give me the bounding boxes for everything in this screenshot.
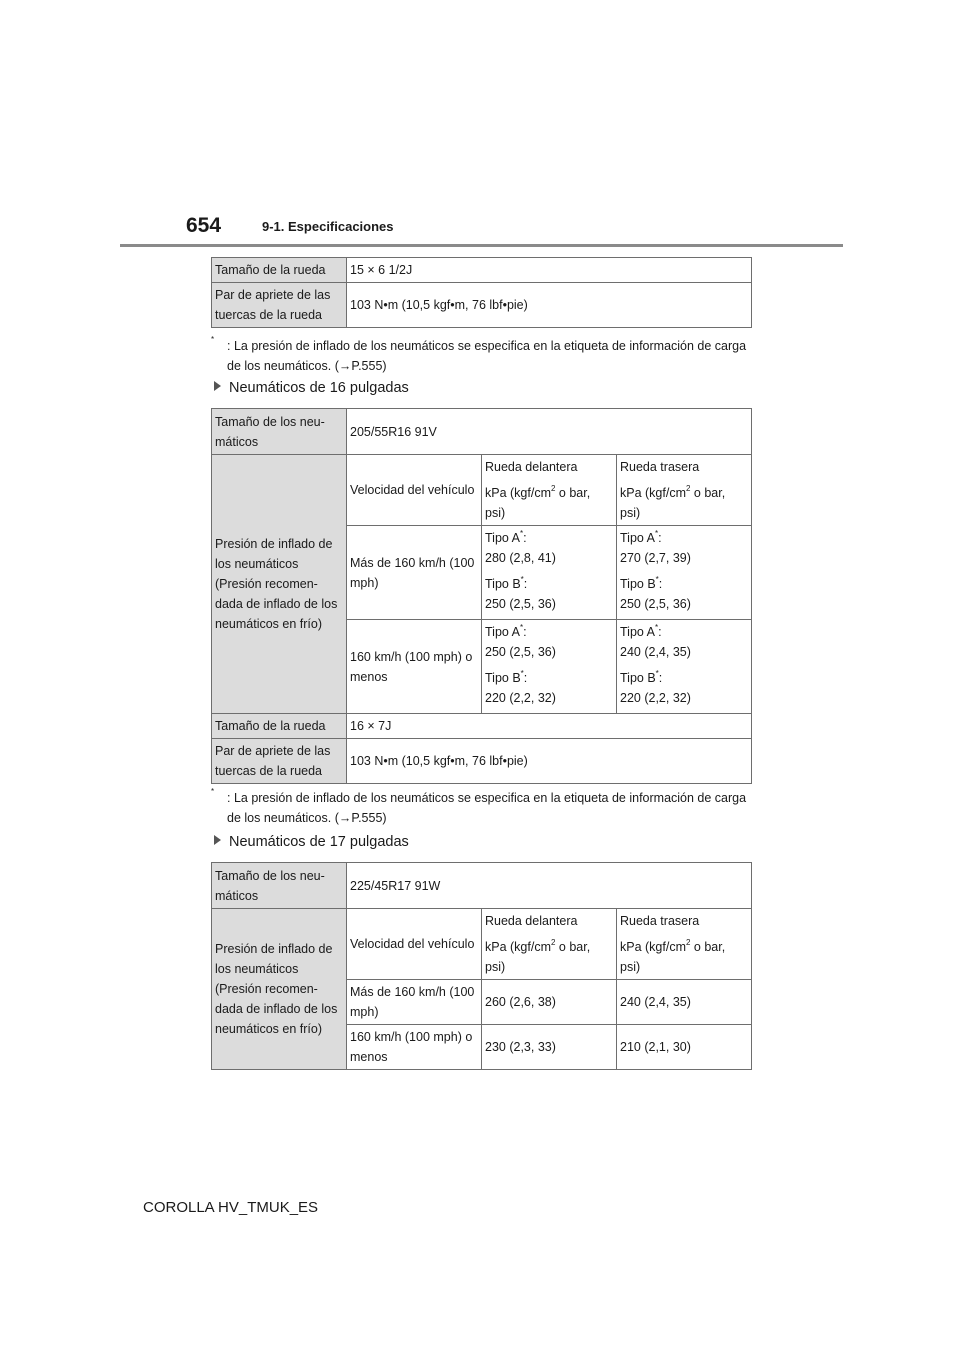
speed-cell: 160 km/h (100 mph) o menos [347, 620, 482, 714]
front-pressure-cell [482, 620, 617, 714]
heading-17-text: Neumáticos de 17 pulgadas [229, 834, 409, 850]
type-star: * [655, 668, 659, 678]
front-header [482, 909, 617, 980]
speed-header: Velocidad del vehículo [347, 909, 482, 980]
front-header-unit [485, 483, 613, 523]
heading-17 [214, 834, 409, 850]
type-b: Tipo B*: 250 (2,5, 36) [485, 574, 556, 611]
speed-cell: Más de 160 km/h (100 mph) [347, 980, 482, 1025]
tire-size-value: 205/55R16 91V [347, 409, 752, 455]
front-header-title: Rueda delantera [485, 460, 578, 474]
type-value: 270 (2,7, 39) [620, 551, 691, 565]
wheel-size-value: 15 × 6 1/2J [347, 258, 752, 283]
wheel-size-label: Tamaño de la rueda [212, 258, 347, 283]
unit-sup: 2 [686, 483, 691, 493]
pressure-label: Presión de inflado de los neumáticos (Presión recomen-dada de inflado de los neumáticos en frío) [212, 909, 347, 1070]
table-row [212, 283, 752, 328]
table-row [212, 714, 752, 739]
footnote-text: : La presión de inflado de los neumáticos se especifica en la etiqueta de información de carga de los neumáticos. (→P.555) [227, 791, 747, 825]
unit-sup: 2 [551, 483, 556, 493]
type-value: 280 (2,8, 41) [485, 551, 556, 565]
triangle-bullet-icon [214, 381, 221, 391]
type-star: * [520, 574, 524, 584]
rear-pressure-cell [617, 620, 752, 714]
type-value: 240 (2,4, 35) [620, 645, 691, 659]
type-a: Tipo A*: 240 (2,4, 35) [620, 622, 691, 659]
pressure-label: Presión de inflado de los neumáticos (Presión recomen-dada de inflado de los neumáticos en frío) [212, 455, 347, 714]
torque-value: 103 N•m (10,5 kgf•m, 76 lbf•pie) [347, 283, 752, 328]
type-a: Tipo A*: 280 (2,8, 41) [485, 528, 556, 565]
table-row [212, 258, 752, 283]
rear-header [617, 455, 752, 526]
unit-tail: o bar, psi) [485, 486, 591, 520]
rear-pressure-cell [617, 526, 752, 620]
torque-value: 103 N•m (10,5 kgf•m, 76 lbf•pie) [347, 739, 752, 784]
tire-size-value: 225/45R17 91W [347, 863, 752, 909]
rear-header-title: Rueda trasera [620, 460, 700, 474]
type-label: Tipo A [620, 625, 655, 639]
type-label: Tipo A [485, 531, 520, 545]
unit-sup: 2 [551, 937, 556, 947]
type-star: * [520, 668, 524, 678]
type-label: Tipo B [620, 671, 656, 685]
type-label: Tipo A [620, 531, 655, 545]
heading-16-text: Neumáticos de 16 pulgadas [229, 380, 409, 396]
wheel-size-label: Tamaño de la rueda [212, 714, 347, 739]
front-pressure-cell [482, 526, 617, 620]
type-b: Tipo B*: 250 (2,5, 36) [620, 574, 691, 611]
wheel-size-value: 16 × 7J [347, 714, 752, 739]
front-pressure-cell: 260 (2,6, 38) [482, 980, 617, 1025]
unit-text: kPa (kgf/cm [620, 940, 686, 954]
heading-16 [214, 380, 409, 396]
type-b: Tipo B*: 220 (2,2, 32) [620, 668, 691, 705]
footnote [211, 336, 751, 376]
type-star: * [519, 622, 524, 632]
unit-tail: o bar, psi) [620, 940, 726, 974]
type-star: * [519, 528, 524, 538]
rear-header-unit [620, 483, 748, 523]
triangle-bullet-icon [214, 835, 221, 845]
footnote-mark: * [211, 787, 215, 796]
speed-cell: Más de 160 km/h (100 mph) [347, 526, 482, 620]
speed-header: Velocidad del vehículo [347, 455, 482, 526]
unit-text: kPa (kgf/cm [620, 486, 686, 500]
unit-tail: o bar, psi) [620, 486, 726, 520]
type-value: 250 (2,5, 36) [620, 597, 691, 611]
torque-label: Par de apriete de las tuercas de la rueda [212, 739, 347, 784]
front-header [482, 455, 617, 526]
table-row [212, 909, 752, 980]
footnote [211, 788, 751, 828]
type-b: Tipo B*: 220 (2,2, 32) [485, 668, 556, 705]
type-value: 250 (2,5, 36) [485, 645, 556, 659]
type-star: * [654, 528, 659, 538]
speed-cell: 160 km/h (100 mph) o menos [347, 1025, 482, 1070]
torque-label: Par de apriete de las tuercas de la rueda [212, 283, 347, 328]
type-value: 220 (2,2, 32) [485, 691, 556, 705]
table-row [212, 863, 752, 909]
unit-sup: 2 [686, 937, 691, 947]
type-value: 220 (2,2, 32) [620, 691, 691, 705]
footnote-text: : La presión de inflado de los neumáticos se especifica en la etiqueta de información de carga de los neumáticos. (→P.555) [227, 339, 747, 373]
tire-size-label: Tamaño de los neu-máticos [212, 409, 347, 455]
type-value: 250 (2,5, 36) [485, 597, 556, 611]
front-header-title: Rueda delantera [485, 914, 578, 928]
table-row [212, 455, 752, 526]
rear-header-unit [620, 937, 748, 977]
front-header-unit [485, 937, 613, 977]
wheel-table-top [211, 257, 752, 328]
rear-pressure-cell: 240 (2,4, 35) [617, 980, 752, 1025]
table-row [212, 739, 752, 784]
type-a: Tipo A*: 250 (2,5, 36) [485, 622, 556, 659]
section-title: 9-1. Especificaciones [262, 219, 394, 234]
rear-header [617, 909, 752, 980]
rear-header-title: Rueda trasera [620, 914, 700, 928]
type-label: Tipo B [485, 671, 521, 685]
page-number: 654 [186, 214, 222, 237]
unit-text: kPa (kgf/cm [485, 940, 551, 954]
type-star: * [655, 574, 659, 584]
type-label: Tipo B [620, 577, 656, 591]
header-rule [120, 244, 843, 247]
unit-text: kPa (kgf/cm [485, 486, 551, 500]
front-pressure-cell: 230 (2,3, 33) [482, 1025, 617, 1070]
type-label: Tipo A [485, 625, 520, 639]
unit-tail: o bar, psi) [485, 940, 591, 974]
tire-table-17 [211, 862, 752, 1070]
type-star: * [654, 622, 659, 632]
footnote-mark: * [211, 335, 215, 344]
footer-text: COROLLA HV_TMUK_ES [143, 1199, 319, 1216]
table-row [212, 409, 752, 455]
rear-pressure-cell: 210 (2,1, 30) [617, 1025, 752, 1070]
type-label: Tipo B [485, 577, 521, 591]
type-a: Tipo A*: 270 (2,7, 39) [620, 528, 691, 565]
tire-table-16 [211, 408, 752, 784]
tire-size-label: Tamaño de los neu-máticos [212, 863, 347, 909]
